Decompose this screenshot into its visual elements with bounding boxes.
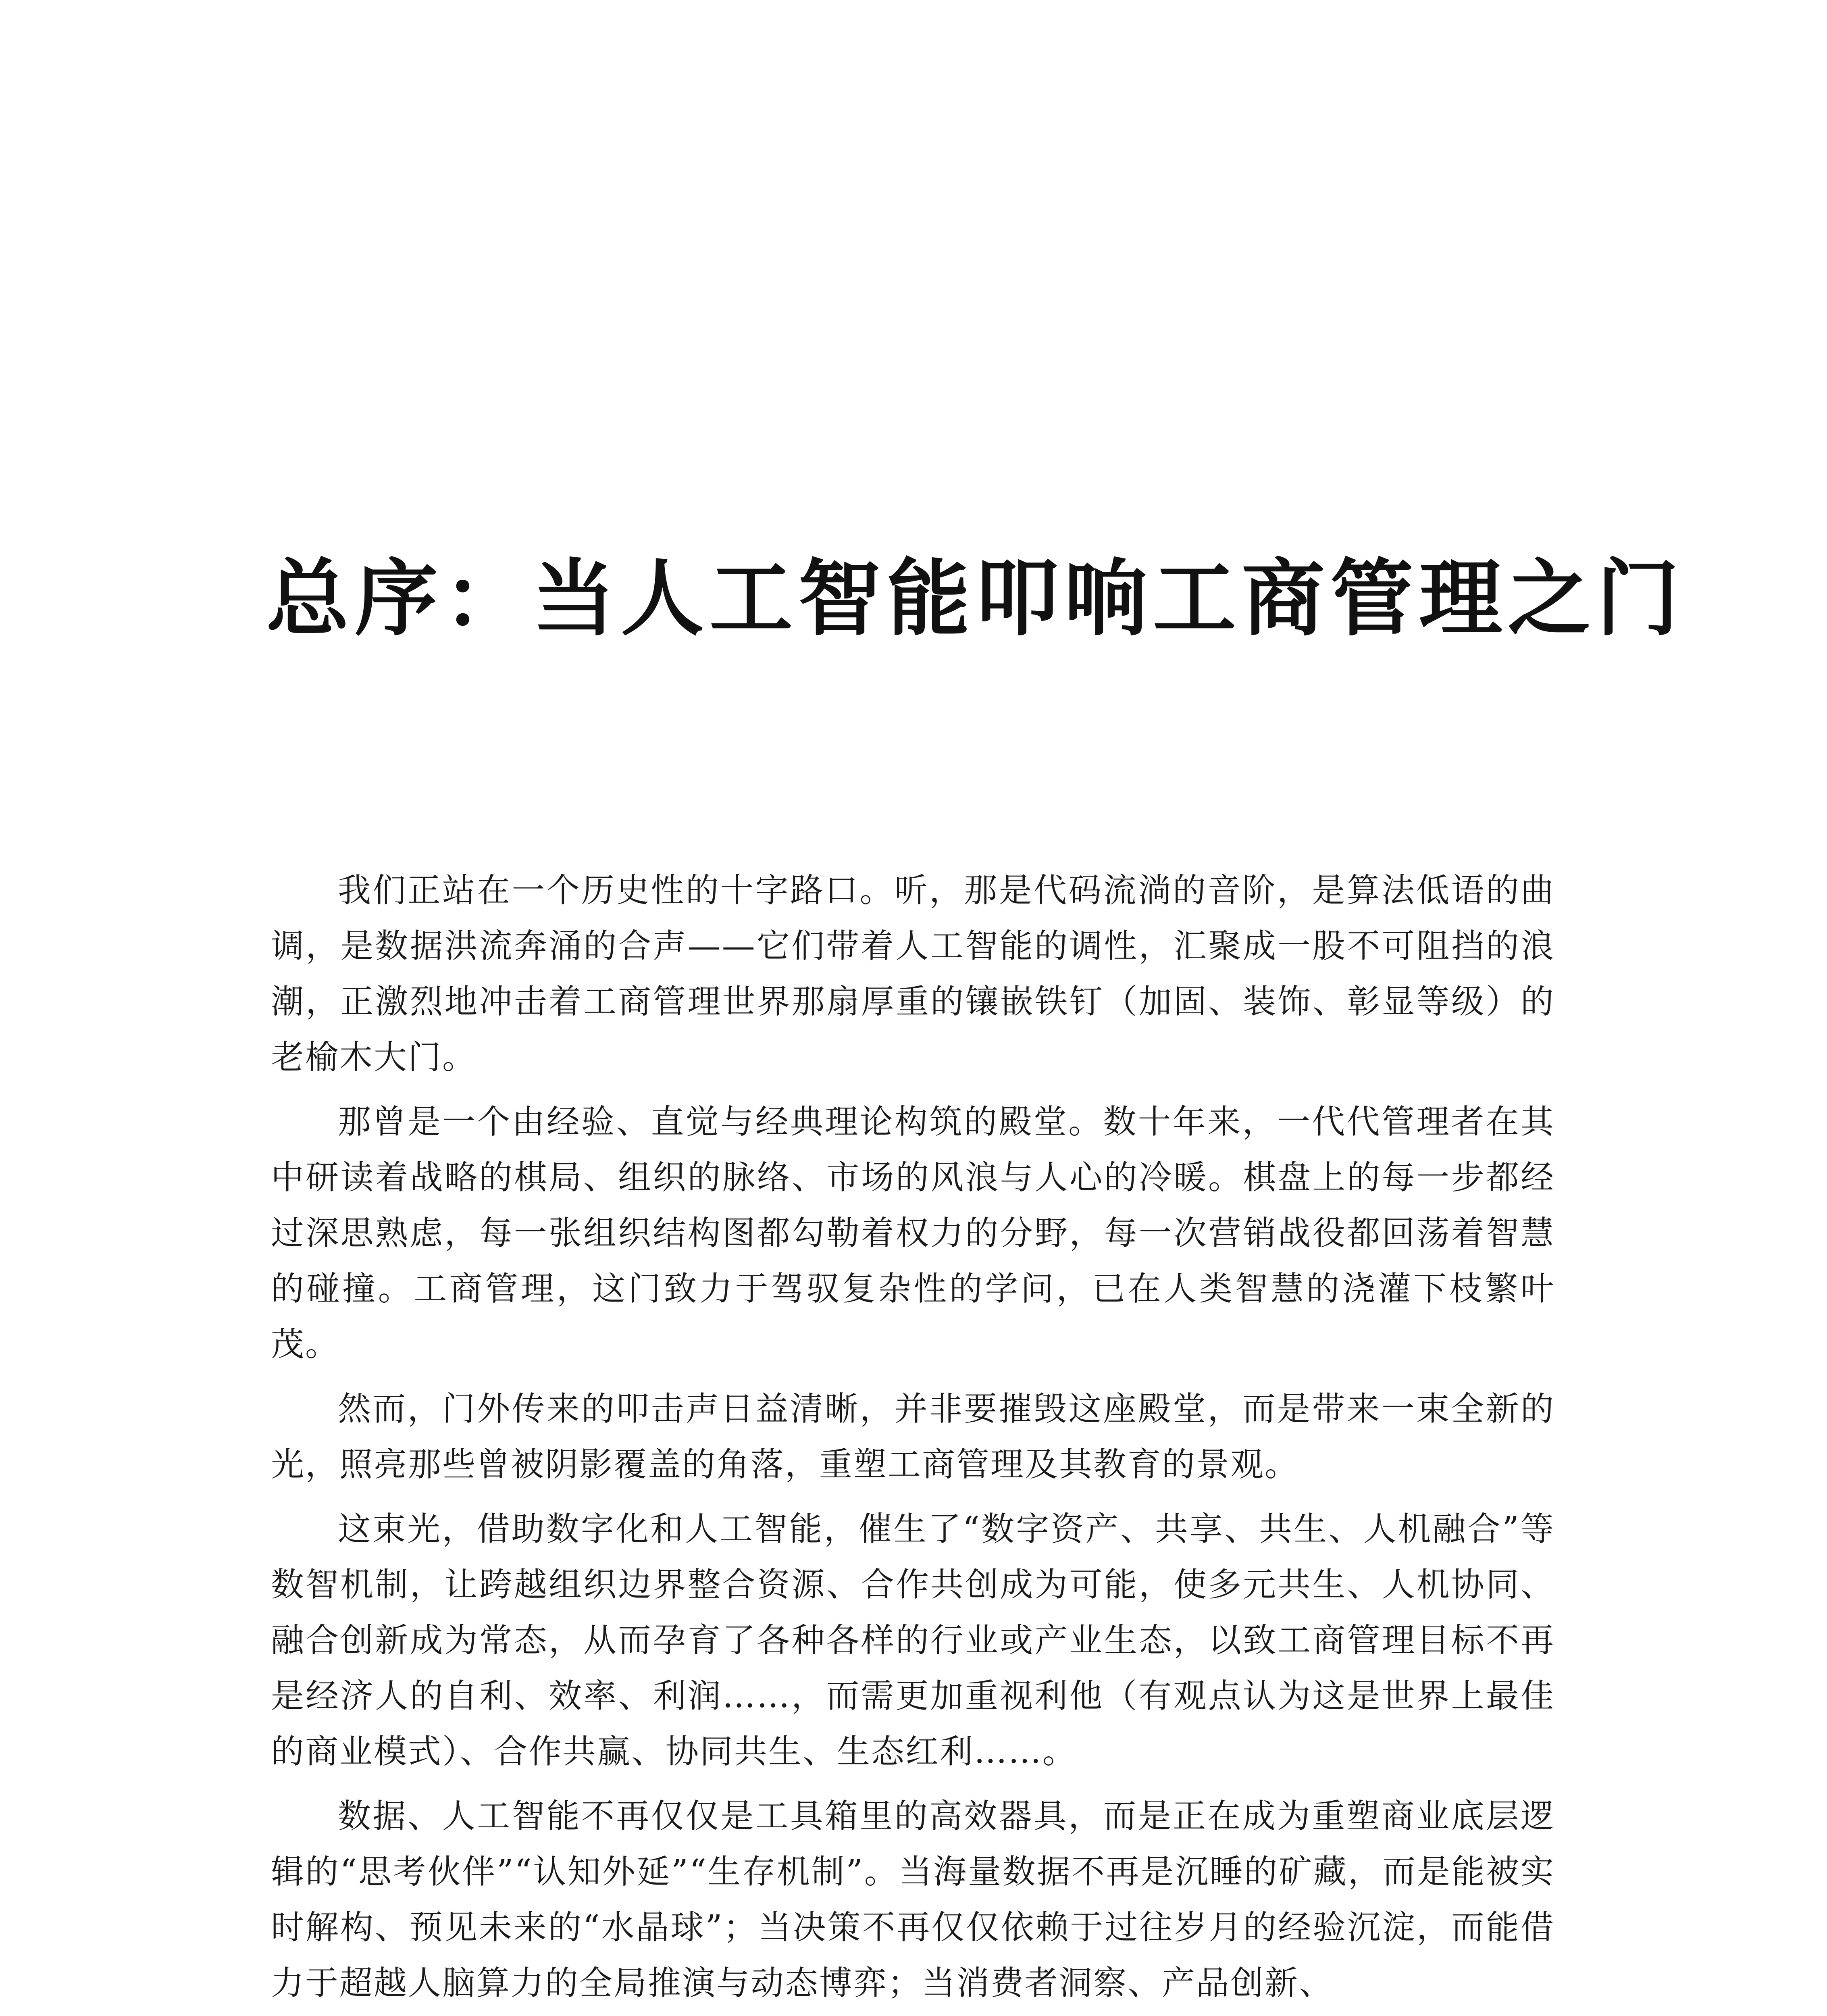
paragraph-1: 我们正站在一个历史性的十字路口。听，那是代码流淌的音阶，是算法低语的曲调，是数据洪流奔涌的合声——它们带着人工智能的调性，汇聚成一股不可阻挡的浪潮，正激烈地冲击着工商管理世界那扇厚重的镶嵌铁钉（加固、装饰、彰显等级）的老榆木大门。 <box>271 871 1555 1077</box>
paragraph-3: 然而，门外传来的叩击声日益清晰，并非要摧毁这座殿堂，而是带来一束全新的光，照亮那些曾被阴影覆盖的角落，重塑工商管理及其教育的景观。 <box>271 1390 1555 1484</box>
paragraph-4: 这束光，借助数字化和人工智能，催生了“数字资产、共享、共生、人机融合”等数智机制，让跨越组织边界整合资源、合作共创成为可能，使多元共生、人机协同、融合创新成为常态，从而孕育了各种各样的行业或产业生态，以致工商管理目标不再是经济人的自利、效率、利润……，而需更加重视利他（有观点认为这是世界上最佳的商业模式）、合作共赢、协同共生、生态红利……。 <box>271 1510 1555 1771</box>
body-text <box>271 863 1555 2016</box>
paragraph-5: 数据、人工智能不再仅仅是工具箱里的高效器具，而是正在成为重塑商业底层逻辑的“思考伙伴”“认知外延”“生存机制”。当海量数据不再是沉睡的矿藏，而是能被实时解构、预见未来的“水晶球”；当决策不再仅仅依赖于过往岁月的经验沉淀，而能借力于超越人脑算力的全局推演与动态博弈；当消费者洞察、产品创新、 <box>271 1797 1555 2002</box>
paragraph-2: 那曾是一个由经验、直觉与经典理论构筑的殿堂。数十年来，一代代管理者在其中研读着战略的棋局、组织的脉络、市场的风浪与人心的冷暖。棋盘上的每一步都经过深思熟虑，每一张组织结构图都勾勒着权力的分野，每一次营销战役都回荡着智慧的碰撞。工商管理，这门致力于驾驭复杂性的学问，已在人类智慧的浇灌下枝繁叶茂。 <box>271 1103 1555 1364</box>
page-title: 总序：当人工智能叩响工商管理之门 <box>266 550 1686 647</box>
